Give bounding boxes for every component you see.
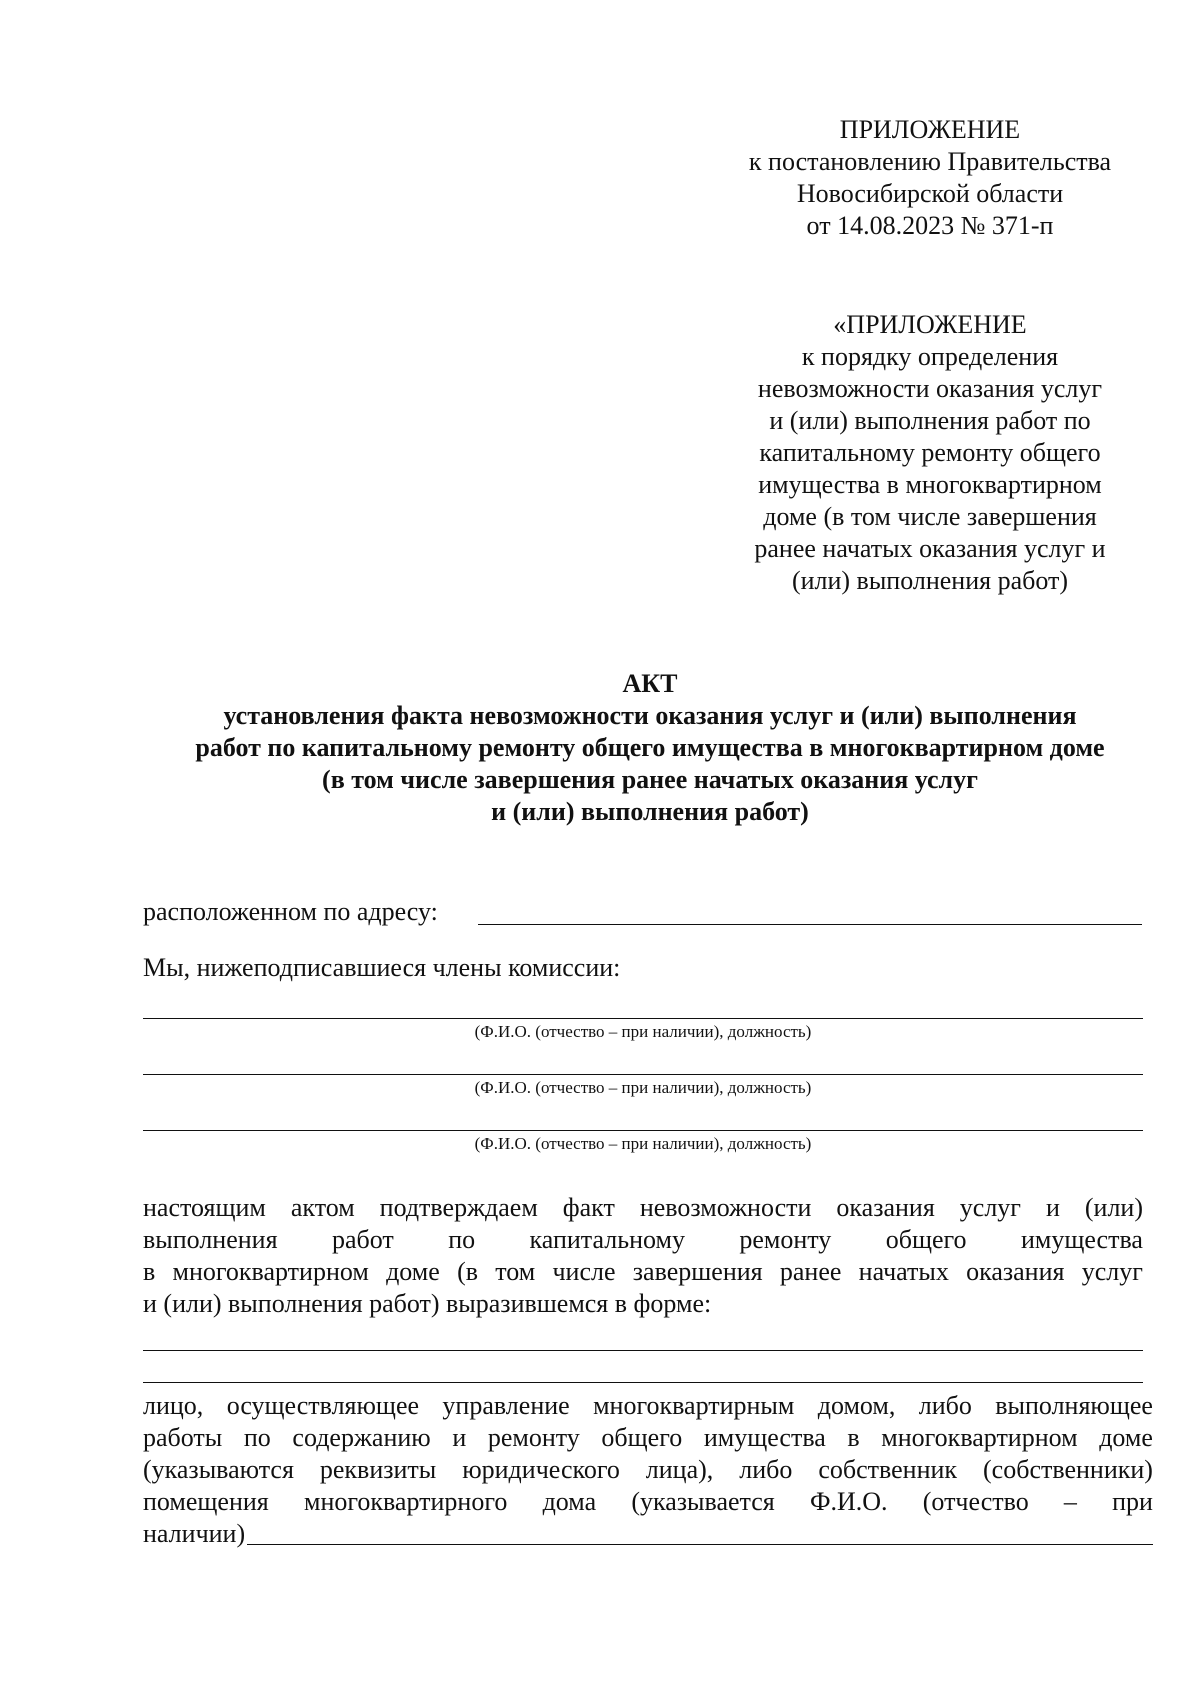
annex-order-line: доме (в том числе завершения <box>763 502 1097 531</box>
word: начатых <box>858 1257 949 1286</box>
manager-paragraph <box>143 1390 1153 1550</box>
address-field-line[interactable] <box>478 924 1142 925</box>
act-title-line: и (или) выполнения работ) <box>491 797 809 826</box>
word: услуг <box>959 1193 1021 1222</box>
member-field-line-1[interactable] <box>143 1018 1143 1019</box>
word: дома <box>542 1487 597 1516</box>
word: многоквартирного <box>303 1487 508 1516</box>
word: (в <box>457 1257 478 1286</box>
word: имущества <box>703 1423 826 1452</box>
paragraph-text: наличии) <box>143 1519 246 1548</box>
form-field-line-2[interactable] <box>143 1382 1143 1383</box>
word: (собственники) <box>983 1455 1153 1484</box>
word: помещения <box>143 1487 269 1516</box>
word: юридического <box>462 1455 620 1484</box>
word: ранее <box>779 1257 842 1286</box>
paragraph-line <box>143 1390 1153 1422</box>
paragraph-line <box>143 1224 1143 1256</box>
annex-order-line: невозможности оказания услуг <box>757 374 1103 403</box>
word: и <box>1045 1193 1060 1222</box>
form-field-line-1[interactable] <box>143 1350 1143 1351</box>
word: управление <box>442 1391 570 1420</box>
word: оказания <box>966 1257 1065 1286</box>
confirm-paragraph <box>143 1192 1143 1320</box>
word: настоящим <box>143 1193 266 1222</box>
act-title-line: АКТ <box>622 669 678 698</box>
word: осуществляющее <box>226 1391 420 1420</box>
word: услуг <box>1081 1257 1143 1286</box>
manager-field-line[interactable] <box>247 1518 1153 1545</box>
annex-order-line: ранее начатых оказания услуг и <box>754 534 1106 563</box>
member-caption-3: (Ф.И.О. (отчество – при наличии), должность) <box>474 1134 812 1153</box>
paragraph-line <box>143 1288 1143 1320</box>
word: многоквартирным <box>593 1391 795 1420</box>
annex-order-header <box>720 309 1140 597</box>
word: либо <box>739 1455 793 1484</box>
word: лицо, <box>143 1391 204 1420</box>
word: (указывается <box>631 1487 775 1516</box>
paragraph-line <box>143 1454 1153 1486</box>
annex-order-line: имущества в многоквартирном <box>758 470 1102 499</box>
annex-header <box>720 114 1140 242</box>
paragraph-line <box>143 1256 1143 1288</box>
word: собственник <box>818 1455 958 1484</box>
word: (отчество <box>922 1487 1029 1516</box>
word: лица), <box>645 1455 714 1484</box>
annex-header-line: Новосибирской области <box>796 179 1064 208</box>
word: доме <box>386 1257 440 1286</box>
word: ремонту <box>739 1225 832 1254</box>
word: общего <box>885 1225 967 1254</box>
word: Ф.И.О. <box>809 1487 888 1516</box>
word: и <box>452 1423 467 1452</box>
word: при <box>1112 1487 1153 1516</box>
annex-order-line: и (или) выполнения работ по <box>769 406 1091 435</box>
paragraph-line <box>143 1192 1143 1224</box>
word: доме <box>1099 1423 1153 1452</box>
word: по <box>243 1423 271 1452</box>
annex-order-line: «ПРИЛОЖЕНИЕ <box>833 310 1027 339</box>
word: капитальному <box>529 1225 685 1254</box>
word: выполняющее <box>995 1391 1153 1420</box>
member-field-line-3[interactable] <box>143 1130 1143 1131</box>
word: невозможности <box>639 1193 812 1222</box>
word: – <box>1063 1487 1077 1516</box>
word: многоквартирном <box>881 1423 1078 1452</box>
member-field-line-2[interactable] <box>143 1074 1143 1075</box>
word: по <box>448 1225 476 1254</box>
paragraph-text: и (или) выполнения работ) выразившемся в форме: <box>143 1289 712 1318</box>
paragraph-line <box>143 1518 1153 1550</box>
word: реквизиты <box>319 1455 437 1484</box>
word: ремонту <box>487 1423 580 1452</box>
word: актом <box>290 1193 355 1222</box>
annex-header-line: к постановлению Правительства <box>748 147 1112 176</box>
act-title-line: работ по капитальному ремонту общего имущества в многоквартирном доме <box>195 733 1105 762</box>
word: многоквартирном <box>172 1257 369 1286</box>
paragraph-line <box>143 1486 1153 1518</box>
annex-header-line: от 14.08.2023 № 371-п <box>806 211 1054 240</box>
annex-order-line: к порядку определения <box>801 342 1059 371</box>
word: подтверждаем <box>379 1193 538 1222</box>
word: оказания <box>836 1193 935 1222</box>
annex-order-line: (или) выполнения работ) <box>791 566 1069 595</box>
member-caption-2: (Ф.И.О. (отчество – при наличии), должность) <box>474 1078 812 1097</box>
word: имущества <box>1020 1225 1143 1254</box>
word: числе <box>552 1257 616 1286</box>
address-label: расположенном по адресу: <box>143 897 438 926</box>
word: общего <box>601 1423 683 1452</box>
word: том <box>495 1257 536 1286</box>
word: в <box>847 1423 860 1452</box>
annex-header-line: ПРИЛОЖЕНИЕ <box>839 115 1021 144</box>
act-title <box>130 668 1170 828</box>
word: работы <box>143 1423 223 1452</box>
word: либо <box>918 1391 972 1420</box>
act-title-line: (в том числе завершения ранее начатых оказания услуг <box>322 765 978 794</box>
word: (указываются <box>143 1455 294 1484</box>
word: домом, <box>817 1391 896 1420</box>
act-title-line: установления факта невозможности оказания услуг и (или) выполнения <box>223 701 1077 730</box>
word: работ <box>331 1225 394 1254</box>
word: (или) <box>1084 1193 1143 1222</box>
paragraph-line <box>143 1422 1153 1454</box>
word: факт <box>562 1193 615 1222</box>
word: в <box>143 1257 156 1286</box>
word: содержанию <box>292 1423 431 1452</box>
word: выполнения <box>143 1225 278 1254</box>
member-caption-1: (Ф.И.О. (отчество – при наличии), должность) <box>474 1022 812 1041</box>
annex-order-line: капитальному ремонту общего <box>759 438 1101 467</box>
word: завершения <box>632 1257 763 1286</box>
commission-label: Мы, нижеподписавшиеся члены комиссии: <box>143 953 621 982</box>
